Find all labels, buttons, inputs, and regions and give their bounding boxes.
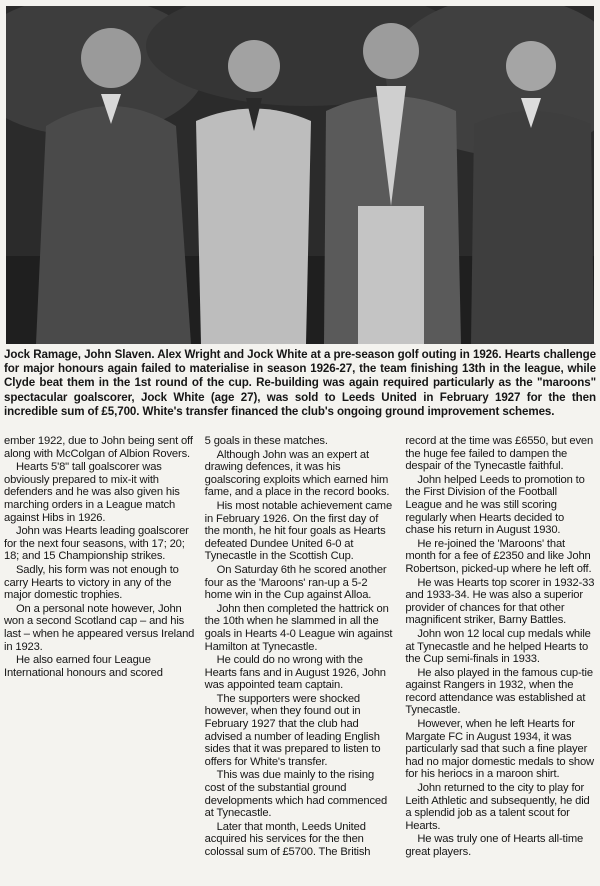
paragraph: The supporters were shocked however, when they found out in February 1927 that the club had advised a number of leading English sides that it was prepared to listen to offers for White's transfer.: [204, 692, 381, 768]
article-columns: [4, 435, 596, 883]
paragraph: However, when he left Hearts for Margate FC in August 1934, it was particularly sad that such a fine player had no major domestic medals to show for his heriocs in a maroon shirt.: [405, 718, 594, 781]
paragraph: John won 12 local cup medals while at Tynecastle and he helped Hearts to the Cup semi-finals in 1933.: [405, 627, 591, 666]
paragraph: record at the time was £6550, but even the huge fee failed to dampen the despair of the Tynecastle faithful.: [405, 435, 594, 473]
paragraph: He re-joined the 'Maroons' that month for a fee of £2350 and like John Robertson, picked-up where he left off.: [405, 537, 592, 575]
paragraph: This was due mainly to the rising cost of the substantial ground developments which had commenced at Tynecastle.: [204, 769, 388, 820]
paragraph: ember 1922, due to John being sent off along with McColgan of Albion Rovers.: [4, 435, 193, 460]
paragraph: Although John was an expert at drawing defences, it was his goalscoring exploits which earned him fame, and a place in the record books.: [204, 448, 390, 499]
paragraph: He was Hearts top scorer in 1932-33 and 1933-34. He was also a superior provider of chances for that other magnificent striker, Barny Battles.: [405, 576, 595, 627]
paragraph: He also played in the famous cup-tie against Rangers in 1932, when the record attendance was established at Tynecastle.: [405, 666, 593, 717]
paragraph: He could do no wrong with the Hearts fans and in August 1926, John was appointed team captain.: [204, 654, 386, 692]
team-photo: [6, 6, 594, 344]
paragraph: John helped Leeds to promotion to the First Division of the Football League and he was still scoring regularly when Hearts decided to chase his return in August 1930.: [405, 473, 585, 537]
paragraph: John returned to the city to play for Leith Athletic and subsequently, he did a splendid job as a talent scout for Hearts.: [405, 782, 590, 832]
paragraph: Sadly, his form was not enough to carry Hearts to victory in any of the major domestic trophies.: [4, 563, 179, 602]
article-column-2: [205, 435, 396, 883]
paragraph: John was Hearts leading goalscorer for the next four seasons, with 17; 20; 18; and 15 Championship strikes.: [4, 525, 189, 563]
article-column-3: [405, 435, 596, 883]
team-photo-drawing: [6, 6, 594, 344]
paragraph: Hearts 5'8" tall goalscorer was obviously prepared to mix-it with defenders and he was also given his marching orders in a League match against Hibs in 1926.: [4, 461, 180, 524]
article-column-1: [4, 435, 195, 883]
paragraph: 5 goals in these matches.: [204, 435, 328, 447]
paragraph: His most notable achievement came in February 1926. On the first day of the month, he hit four goals as Hearts defeated Dundee United 6-0 at Tynecastle in the Scottish Cup.: [204, 499, 393, 563]
paragraph: He also earned four League International honours and scored: [4, 654, 163, 679]
paragraph: Later that month, Leeds United acquired his services for the then colossal sum of £5700. The British: [204, 820, 371, 858]
paragraph: John then completed the hattrick on the 10th when he slammed in all the goals in Hearts 4-0 League win against Hamilton at Tynecastle.: [204, 602, 393, 653]
paragraph: On a personal note however, John won a second Scotland cap – and his last – when he appeared versus Ireland in 1923.: [4, 602, 195, 653]
paragraph: He was truly one of Hearts all-time great players.: [405, 833, 584, 858]
paragraph: On Saturday 6th he scored another four as the 'Maroons' ran-up a 5-2 home win in the Cup against Alloa.: [204, 563, 387, 602]
photo-caption: Jock Ramage, John Slaven. Alex Wright and Jock White at a pre-season golf outing in 1926. Hearts challenge for major honours again failed to materialise in season 1926-27, the team finishing 13th in the league, while Clyde beat them in the 1st round of the cup. Re-building was again required particularly as the "maroons" spectacular goalscorer, Jock White (age 27), was sold to Leeds United in February 1927 for the then incredible sum of £5,700. White's transfer financed the club's ongoing ground improvement schemes.: [4, 348, 596, 418]
